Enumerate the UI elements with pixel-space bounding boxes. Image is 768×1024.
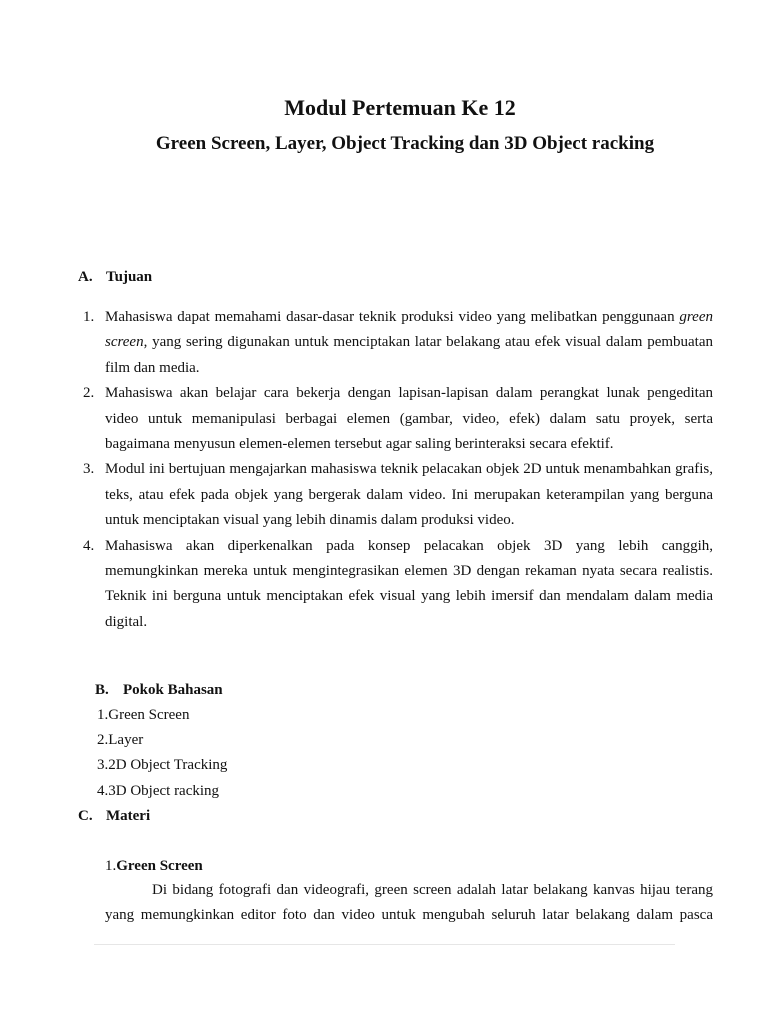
material-subheading-number: 1. (105, 858, 117, 874)
objectives-list (83, 305, 713, 635)
section-b-heading (95, 680, 223, 700)
objective-item (83, 534, 713, 636)
topic-item: 2.Layer (97, 732, 144, 748)
objective-emphasis: green screen (105, 309, 713, 351)
section-b-letter: B. (95, 682, 109, 698)
material-paragraph: Di bidang fotografi dan videografi, green screen adalah latar belakang kanvas hijau terang yang memungkinkan editor foto dan video untuk mengubah seluruh latar belakang dalam pasca (105, 882, 713, 924)
objective-text: Mahasiswa akan belajar cara bekerja dengan lapisan-lapisan dalam perangkat lunak pengeditan video untuk memanipulasi berbagai elemen (gambar, video, efek) dalam satu proyek, serta bagaimana menyusun elemen-elemen tersebut agar saling berinteraksi secara efektif. (105, 385, 713, 453)
material-subheading-title: Green Screen (116, 858, 203, 874)
objective-item (83, 305, 713, 381)
topic-item: 3.2D Object Tracking (97, 757, 228, 773)
objective-number: 3. (83, 461, 95, 478)
page-title: Modul Pertemuan Ke 12 (284, 95, 516, 120)
objective-item (83, 381, 713, 457)
section-a-letter: A. (78, 269, 93, 285)
objective-text: Mahasiswa akan diperkenalkan pada konsep pelacakan objek 3D yang lebih canggih, memungkinkan mereka untuk mengintegrasikan elemen 3D dengan rekaman nyata secara realistis. Teknik ini berguna untuk menciptakan efek visual yang lebih imersif dan mendalam dalam media digital. (105, 537, 713, 630)
topic-item: 1.Green Screen (97, 707, 190, 723)
section-b-title: Pokok Bahasan (123, 682, 223, 698)
objective-text: Modul ini bertujuan mengajarkan mahasiswa teknik pelacakan objek 2D untuk menambahkan grafis, teks, atau efek pada objek yang bergerak dalam video. Ini merupakan keterampilan yang berguna untuk menciptakan visual yang lebih dinamis dalam produksi video. (105, 461, 713, 529)
objective-number: 1. (83, 309, 95, 325)
page-divider (94, 944, 675, 945)
objective-number: 2. (83, 385, 95, 402)
section-a-title: Tujuan (106, 269, 153, 285)
section-c-title: Materi (106, 808, 151, 824)
section-a-heading (78, 267, 152, 287)
section-c-letter: C. (78, 808, 93, 824)
material-subheading (105, 856, 203, 876)
page-subtitle: Green Screen, Layer, Object Tracking dan 3D Object racking (155, 133, 655, 154)
objective-number: 4. (83, 537, 95, 554)
topic-item: 4.3D Object racking (97, 783, 220, 799)
objective-text-end: , yang sering digunakan untuk menciptakan latar belakang atau efek visual dalam pembuatan film dan media. (105, 334, 713, 376)
section-c-heading (78, 806, 150, 826)
objective-text-start: Mahasiswa dapat memahami dasar-dasar teknik produksi video yang melibatkan penggunaan (105, 309, 680, 325)
objective-item (83, 457, 713, 533)
